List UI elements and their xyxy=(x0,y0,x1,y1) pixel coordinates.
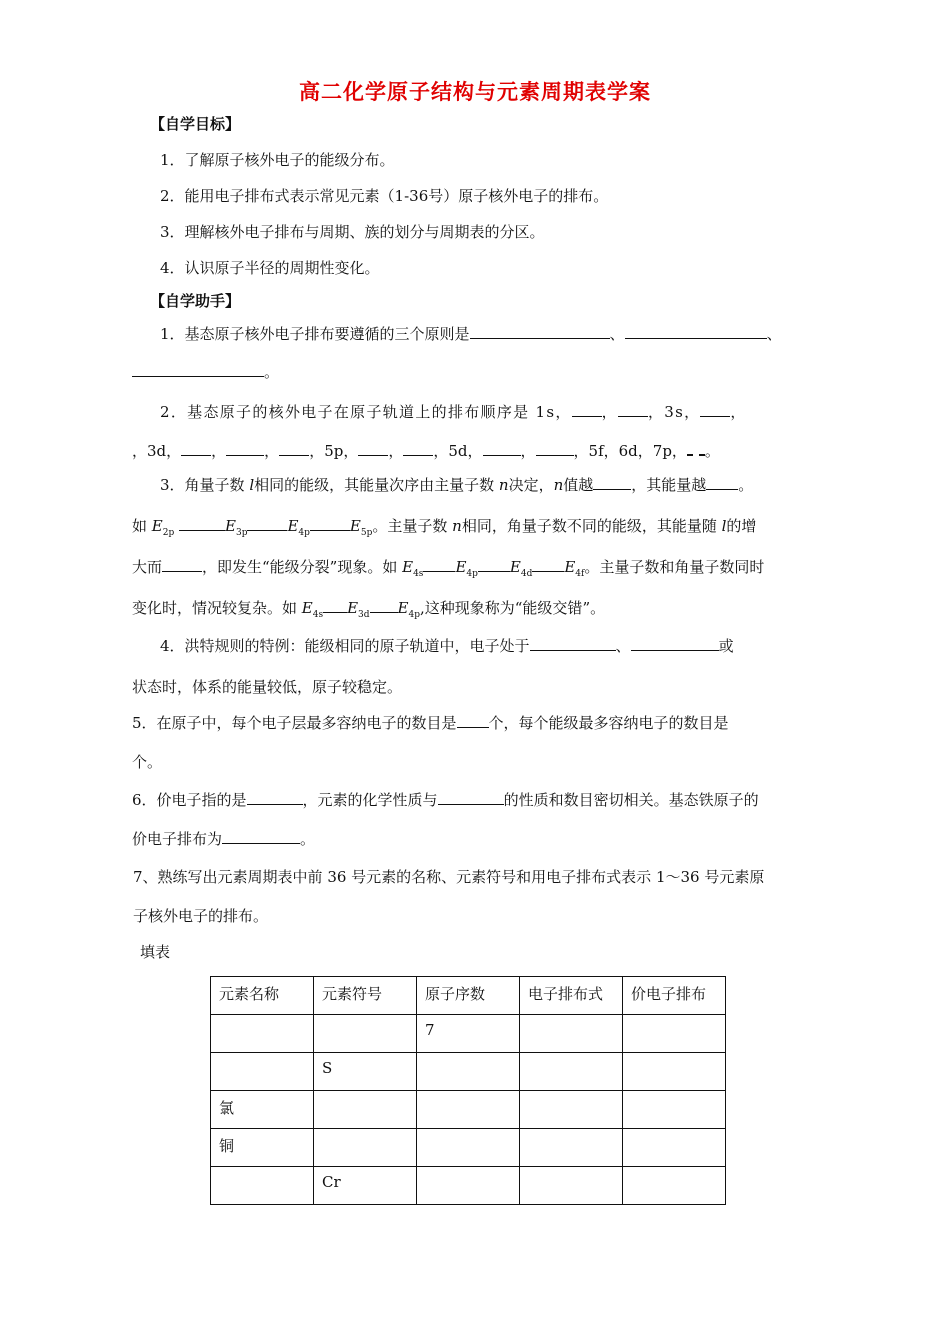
cell-value: Cr xyxy=(322,1173,341,1191)
q3-text: 。主量子数 xyxy=(372,517,453,535)
table-cell[interactable] xyxy=(314,1053,417,1091)
q2-sep: 。 xyxy=(704,442,720,460)
subscript: 2p xyxy=(162,528,175,538)
symbol-E: E xyxy=(402,558,414,576)
symbol-E: E xyxy=(509,558,521,576)
table-cell[interactable] xyxy=(417,1129,520,1167)
blank[interactable] xyxy=(247,516,287,531)
symbol-l: l xyxy=(249,476,255,494)
q4-sep: 、 xyxy=(615,637,631,655)
table-row xyxy=(211,1053,726,1091)
q3-text: 。 xyxy=(738,476,754,494)
header-label: 电子排布式 xyxy=(528,985,604,1003)
table-cell[interactable] xyxy=(211,1015,314,1053)
table-label: 填表 xyxy=(140,943,171,961)
header-label: 价电子排布 xyxy=(631,985,707,1003)
subscript: 4d xyxy=(520,569,533,579)
table-cell[interactable] xyxy=(623,1167,726,1205)
separator: 、 xyxy=(766,325,782,343)
blank[interactable] xyxy=(179,516,225,531)
table-cell[interactable] xyxy=(623,1091,726,1129)
question-3-line2 xyxy=(132,516,756,543)
subscript: 4f xyxy=(575,569,585,579)
table-cell[interactable] xyxy=(520,1053,623,1091)
element-table xyxy=(210,976,726,1205)
q3-text: 决定， xyxy=(508,476,554,494)
goal-item: 3．理解核外电子排布与周期、族的划分与周期表的分区。 xyxy=(160,223,545,241)
question-4-cont: 状态时，体系的能量较低，原子较稳定。 xyxy=(132,678,403,696)
q6-text: 。 xyxy=(300,830,316,848)
q3-text: 大而 xyxy=(132,558,163,576)
q2-sep: ， xyxy=(388,442,404,460)
question-7: 7、熟练写出元素周期表中前 36 号元素的名称、元素符号和用电子排布式表示 1～36 号元素原 xyxy=(133,868,765,886)
q4-text: 4．洪特规则的特例：能级相同的原子轨道中，电子处于 xyxy=(160,637,530,655)
table-cell[interactable] xyxy=(520,1167,623,1205)
blank[interactable] xyxy=(530,636,616,651)
header-cell xyxy=(520,977,623,1015)
header-cell xyxy=(417,977,520,1015)
header-label: 元素符号 xyxy=(322,985,383,1003)
helper-heading: 【自学助手】 xyxy=(150,292,241,310)
blank[interactable] xyxy=(631,636,719,651)
table-row xyxy=(211,1167,726,1205)
symbol-E: E xyxy=(301,599,313,617)
q3-text: ，其能量越 xyxy=(631,476,707,494)
q6-text: ，元素的化学性质与 xyxy=(302,791,438,809)
symbol-E: E xyxy=(349,517,361,535)
subscript: 5p xyxy=(360,528,373,538)
question-3-line3 xyxy=(132,557,764,584)
subscript: 4p xyxy=(466,569,478,579)
symbol-n: n xyxy=(553,476,564,494)
subscript: 3d xyxy=(358,610,370,620)
separator: 、 xyxy=(609,325,625,343)
blank[interactable] xyxy=(532,557,564,572)
q5-text: 5．在原子中，每个电子层最多容纳电子的数目是 xyxy=(132,714,457,732)
q3-text: 。主量子数和角量子数同时 xyxy=(584,558,765,576)
table-cell[interactable] xyxy=(417,1167,520,1205)
q2-sep: ， xyxy=(211,442,227,460)
symbol-E: E xyxy=(151,517,163,535)
table-cell[interactable] xyxy=(520,1091,623,1129)
symbol-E: E xyxy=(397,599,409,617)
symbol-E: E xyxy=(225,517,236,535)
q2-sep: ， xyxy=(264,442,280,460)
symbol-E: E xyxy=(564,558,576,576)
q5-text: 个，每个能级最多容纳电子的数目是 xyxy=(488,714,729,732)
q2-sep: ，3d， xyxy=(132,442,182,460)
header-cell xyxy=(623,977,726,1015)
q2-sep: ，5f，6d，7p， xyxy=(573,442,687,460)
table-cell[interactable] xyxy=(211,1167,314,1205)
question-2 xyxy=(160,402,747,422)
header-label: 元素名称 xyxy=(219,985,280,1003)
subscript: 4p xyxy=(408,610,420,620)
blank[interactable] xyxy=(593,475,631,490)
blank[interactable] xyxy=(370,598,398,613)
q2-sep: ，3s， xyxy=(647,403,701,421)
question-6 xyxy=(132,790,759,810)
table-cell[interactable] xyxy=(211,1053,314,1091)
table-cell[interactable] xyxy=(520,1129,623,1167)
blank[interactable] xyxy=(700,402,730,417)
subscript: 4p xyxy=(298,528,310,538)
q3-text: 相同的能级，其能量次序由主量子数 xyxy=(254,476,499,494)
q2-sep: ，5p， xyxy=(309,442,359,460)
table-cell[interactable] xyxy=(417,1015,520,1053)
blank[interactable] xyxy=(483,441,521,456)
symbol-n: n xyxy=(498,476,509,494)
question-5 xyxy=(132,713,729,733)
q2-sep: ， xyxy=(730,403,747,421)
subscript: 3p xyxy=(235,528,248,538)
question-7-cont: 子核外电子的排布。 xyxy=(133,907,269,925)
question-3 xyxy=(160,475,753,495)
cell-value: 铜 xyxy=(219,1137,235,1155)
question-1 xyxy=(160,324,782,344)
goal-item: 1．了解原子核外电子的能级分布。 xyxy=(160,151,395,169)
blank[interactable] xyxy=(618,402,648,417)
blank[interactable] xyxy=(572,402,602,417)
question-4 xyxy=(160,636,734,656)
q4-text: 或 xyxy=(718,637,734,655)
blank[interactable] xyxy=(536,441,574,456)
q2-sep: ， xyxy=(601,403,618,421)
q2-text: 2．基态原子的核外电子在原子轨道上的排布顺序是 1s， xyxy=(160,403,572,421)
q1-text: 1．基态原子核外电子排布要遵循的三个原则是 xyxy=(160,325,470,343)
question-5-cont: 个。 xyxy=(132,753,163,771)
blank[interactable] xyxy=(478,557,510,572)
symbol-E: E xyxy=(347,599,359,617)
table-row xyxy=(211,1015,726,1053)
q1-end: 。 xyxy=(264,363,280,381)
table-cell[interactable] xyxy=(314,1091,417,1129)
table-cell[interactable] xyxy=(314,1167,417,1205)
q3-text: 的增 xyxy=(726,517,757,535)
q3-text: 变化时，情况较复杂。如 xyxy=(132,599,302,617)
blank[interactable] xyxy=(706,475,738,490)
goal-item: 2．能用电子排布式表示常见元素（1-36号）原子核外电子的排布。 xyxy=(160,187,609,205)
q3-text: 相同，角量子数不同的能级，其能量随 xyxy=(461,517,722,535)
table-header-row xyxy=(211,977,726,1015)
symbol-E: E xyxy=(287,517,299,535)
goal-item: 4．认识原子半径的周期性变化。 xyxy=(160,259,380,277)
table-cell[interactable] xyxy=(623,1053,726,1091)
q2-sep: ，5d， xyxy=(433,442,483,460)
q3-text: ,这种现象称为“能级交错”。 xyxy=(420,599,606,617)
page-title: 高二化学原子结构与元素周期表学案 xyxy=(299,80,651,104)
table-cell[interactable] xyxy=(211,1129,314,1167)
blank[interactable] xyxy=(162,557,202,572)
q6-text: 6．价电子指的是 xyxy=(132,791,247,809)
header-cell xyxy=(211,977,314,1015)
table-cell[interactable] xyxy=(520,1015,623,1053)
blank[interactable] xyxy=(132,362,264,377)
table-cell[interactable] xyxy=(211,1091,314,1129)
blank[interactable] xyxy=(323,598,347,613)
q3-text: 3．角量子数 xyxy=(160,476,250,494)
blank[interactable] xyxy=(358,441,388,456)
question-6-cont xyxy=(132,829,315,849)
question-2-cont xyxy=(132,440,720,461)
question-3-line4 xyxy=(132,598,605,625)
header-cell xyxy=(314,977,417,1015)
q6-text: 的性质和数目密切相关。基态铁原子的 xyxy=(503,791,759,809)
table-cell[interactable] xyxy=(417,1053,520,1091)
blank[interactable] xyxy=(625,324,767,339)
q2-sep: ， xyxy=(520,442,536,460)
blank[interactable] xyxy=(310,516,350,531)
blank[interactable] xyxy=(687,440,705,456)
cell-value: 氯 xyxy=(219,1099,235,1117)
table-cell[interactable] xyxy=(623,1129,726,1167)
table-row xyxy=(211,1129,726,1167)
cell-value: 7 xyxy=(425,1021,435,1039)
blank[interactable] xyxy=(226,441,264,456)
q3-text: ，即发生“能级分裂”现象。如 xyxy=(202,558,403,576)
symbol-n: n xyxy=(452,517,462,535)
table-row xyxy=(211,1091,726,1129)
blank[interactable] xyxy=(247,790,303,805)
blank[interactable] xyxy=(222,829,300,844)
blank[interactable] xyxy=(403,441,433,456)
blank[interactable] xyxy=(423,557,455,572)
header-label: 原子序数 xyxy=(425,985,486,1003)
q3-text: 如 xyxy=(132,517,152,535)
blank[interactable] xyxy=(181,441,211,456)
subscript: 4s xyxy=(413,569,424,579)
goals-heading: 【自学目标】 xyxy=(150,115,241,133)
q3-text: 值越 xyxy=(563,476,594,494)
table-cell[interactable] xyxy=(623,1015,726,1053)
blank[interactable] xyxy=(279,441,309,456)
blank[interactable] xyxy=(438,790,504,805)
blank[interactable] xyxy=(457,713,489,728)
table-cell[interactable] xyxy=(314,1129,417,1167)
subscript: 4s xyxy=(312,610,324,620)
blank[interactable] xyxy=(470,324,610,339)
cell-value: S xyxy=(322,1059,333,1077)
symbol-l: l xyxy=(721,517,727,535)
table-cell[interactable] xyxy=(417,1091,520,1129)
symbol-E: E xyxy=(455,558,467,576)
question-1-cont xyxy=(132,362,279,382)
q6-text: 价电子排布为 xyxy=(132,830,223,848)
table-cell[interactable] xyxy=(314,1015,417,1053)
